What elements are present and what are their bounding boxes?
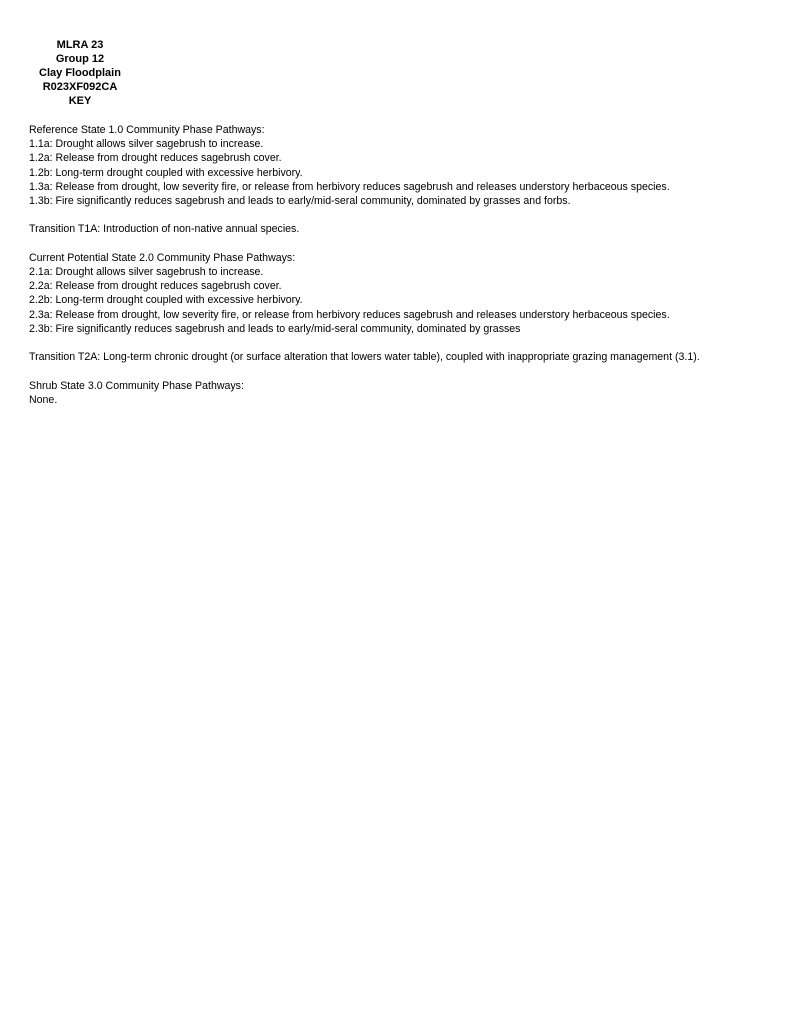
section-title: Shrub State 3.0 Community Phase Pathways: bbox=[29, 379, 244, 392]
pathway-line: 1.2a: Release from drought reduces sagebrush cover. bbox=[29, 152, 282, 165]
pathway-line: None. bbox=[29, 393, 58, 406]
section-transition-t1a bbox=[29, 222, 769, 236]
section-shrub-state bbox=[29, 379, 769, 407]
pathway-line: 1.3b: Fire significantly reduces sagebrush and leads to early/mid-seral community, dominated by grasses and forbs. bbox=[29, 195, 571, 208]
section-title: Reference State 1.0 Community Phase Pathways: bbox=[29, 124, 265, 136]
pathway-line: 1.2b: Long-term drought coupled with excessive herbivory. bbox=[29, 166, 303, 179]
transition-text: Transition T1A: Introduction of non-native annual species. bbox=[29, 223, 300, 236]
pathway-line: 1.1a: Drought allows silver sagebrush to increase. bbox=[29, 138, 264, 151]
section-reference-state bbox=[29, 123, 769, 208]
section-current-potential-state bbox=[29, 251, 769, 336]
pathway-line: 2.2a: Release from drought reduces sagebrush cover. bbox=[29, 280, 282, 293]
pathway-line: 2.2b: Long-term drought coupled with excessive herbivory. bbox=[29, 294, 303, 307]
pathway-line: 2.3b: Fire significantly reduces sagebrush and leads to early/mid-seral community, dominated by grasses bbox=[29, 322, 521, 335]
header-key: KEY bbox=[68, 95, 92, 107]
section-title: Current Potential State 2.0 Community Phase Pathways: bbox=[29, 251, 296, 264]
document-header bbox=[20, 38, 140, 108]
section-transition-t2a bbox=[29, 350, 769, 364]
document-body bbox=[29, 123, 769, 421]
header-site-id: R023XF092CA bbox=[42, 81, 118, 93]
header-site-name: Clay Floodplain bbox=[39, 67, 121, 79]
header-group: Group 12 bbox=[55, 53, 105, 65]
pathway-line: 1.3a: Release from drought, low severity fire, or release from herbivory reduces sagebrush and releases understory herbaceous species. bbox=[29, 180, 670, 193]
header-mlra: MLRA 23 bbox=[56, 39, 104, 51]
transition-text: Transition T2A: Long-term chronic drought (or surface alteration that lowers water table), coupled with inappropriate grazing management (3.1). bbox=[29, 351, 700, 364]
pathway-line: 2.3a: Release from drought, low severity fire, or release from herbivory reduces sagebrush and releases understory herbaceous species. bbox=[29, 308, 670, 321]
pathway-line: 2.1a: Drought allows silver sagebrush to increase. bbox=[29, 266, 264, 278]
